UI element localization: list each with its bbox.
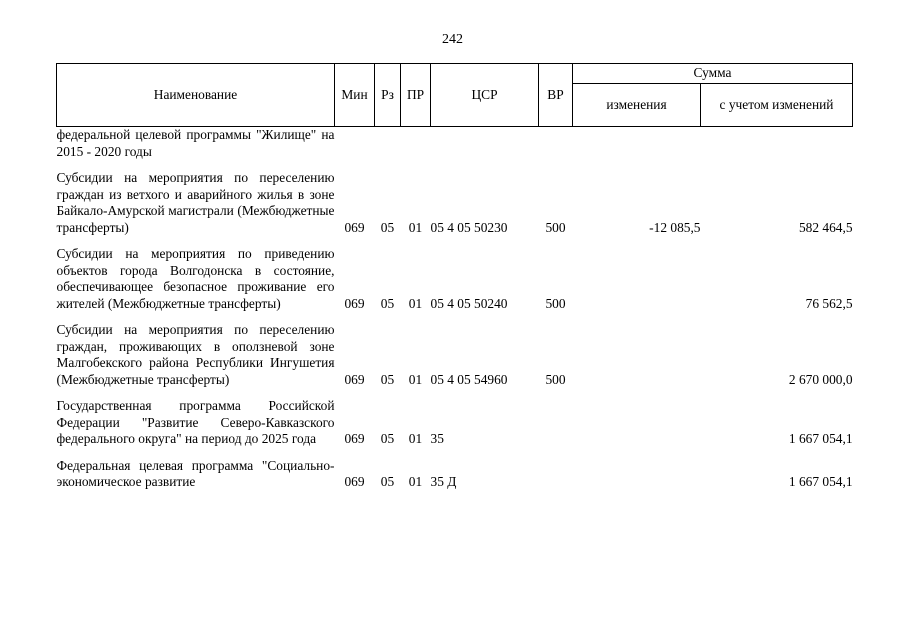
row-pr: 01 <box>408 474 423 489</box>
budget-table <box>56 63 853 491</box>
row-rz: 05 <box>380 295 395 311</box>
row-total: 2 670 000,0 <box>788 371 853 387</box>
header-name: Наименование <box>57 64 335 127</box>
header-sum: Сумма <box>573 64 853 84</box>
table-header <box>57 64 853 127</box>
row-csr: 05 4 05 50240 <box>430 295 508 311</box>
row-min: 069 <box>344 295 365 311</box>
header-pr: ПР <box>401 64 431 127</box>
row-csr: 05 4 05 50230 <box>430 219 508 235</box>
row-min <box>335 127 375 161</box>
row-total: 76 562,5 <box>805 295 853 311</box>
row-rz: 05 <box>380 219 395 235</box>
row-total: 1 667 054,1 <box>788 474 853 489</box>
row-csr <box>431 127 539 161</box>
row-pr: 01 <box>408 219 423 235</box>
row-min: 069 <box>344 431 365 446</box>
row-total: 582 464,5 <box>798 219 853 235</box>
row-total: 1 667 054,1 <box>788 431 853 446</box>
row-pr: 01 <box>408 295 423 311</box>
header-min: Мин <box>335 64 375 127</box>
row-vr <box>539 458 573 491</box>
row-name: Субсидии на мероприятия по приведению объектов города Волгодонска в состояние, обеспечивающее безопасное проживание его жителей (Межбюджетные трансферты) <box>56 246 335 311</box>
row-vr <box>539 398 573 448</box>
header-changes: изменения <box>573 84 701 127</box>
row-changes <box>573 246 701 312</box>
row-min: 069 <box>344 219 365 235</box>
row-vr <box>539 127 573 161</box>
row-min: 069 <box>344 474 365 489</box>
row-vr: 500 <box>545 371 566 387</box>
header-with-changes: с учетом изменений <box>701 84 853 127</box>
header-rz: Рз <box>375 64 401 127</box>
page-number: 242 <box>442 32 463 47</box>
table-row <box>57 398 853 448</box>
table-row <box>57 170 853 236</box>
row-pr <box>401 127 431 161</box>
header-vr: ВР <box>539 64 573 127</box>
row-changes <box>573 458 701 491</box>
table-row <box>57 458 853 491</box>
row-name: Федеральная целевая программа "Социально-экономическое развитие <box>56 457 335 489</box>
row-pr: 01 <box>408 431 423 446</box>
row-vr: 500 <box>545 295 566 311</box>
row-rz: 05 <box>380 431 395 446</box>
table-row <box>57 322 853 388</box>
row-changes: -12 085,5 <box>649 219 701 235</box>
row-changes <box>573 322 701 388</box>
table-row <box>57 246 853 312</box>
header-csr: ЦСР <box>431 64 539 127</box>
row-changes <box>573 127 701 161</box>
row-rz <box>375 127 401 161</box>
row-name: Субсидии на мероприятия по переселению граждан, проживающих в оползневой зоне Малгобекского района Республики Ингушетия (Межбюджетные трансферты) <box>56 322 335 387</box>
row-name: Государственная программа Российской Федерации "Развитие Северо-Кавказского федерального округа" на период до 2025 года <box>56 398 335 446</box>
row-name: федеральной целевой программы "Жилище" на 2015 - 2020 годы <box>56 127 335 159</box>
row-total <box>701 127 853 161</box>
row-rz: 05 <box>380 371 395 387</box>
row-csr: 35 Д <box>430 474 457 489</box>
row-vr: 500 <box>545 219 566 235</box>
table-row <box>57 127 853 161</box>
row-csr: 35 <box>430 431 444 446</box>
row-min: 069 <box>344 371 365 387</box>
row-rz: 05 <box>380 474 395 489</box>
row-name: Субсидии на мероприятия по переселению граждан из ветхого и аварийного жилья в зоне Байкало-Амурской магистрали (Межбюджетные трансферты) <box>56 170 335 235</box>
row-csr: 05 4 05 54960 <box>430 371 508 387</box>
row-pr: 01 <box>408 371 423 387</box>
row-changes <box>573 398 701 448</box>
